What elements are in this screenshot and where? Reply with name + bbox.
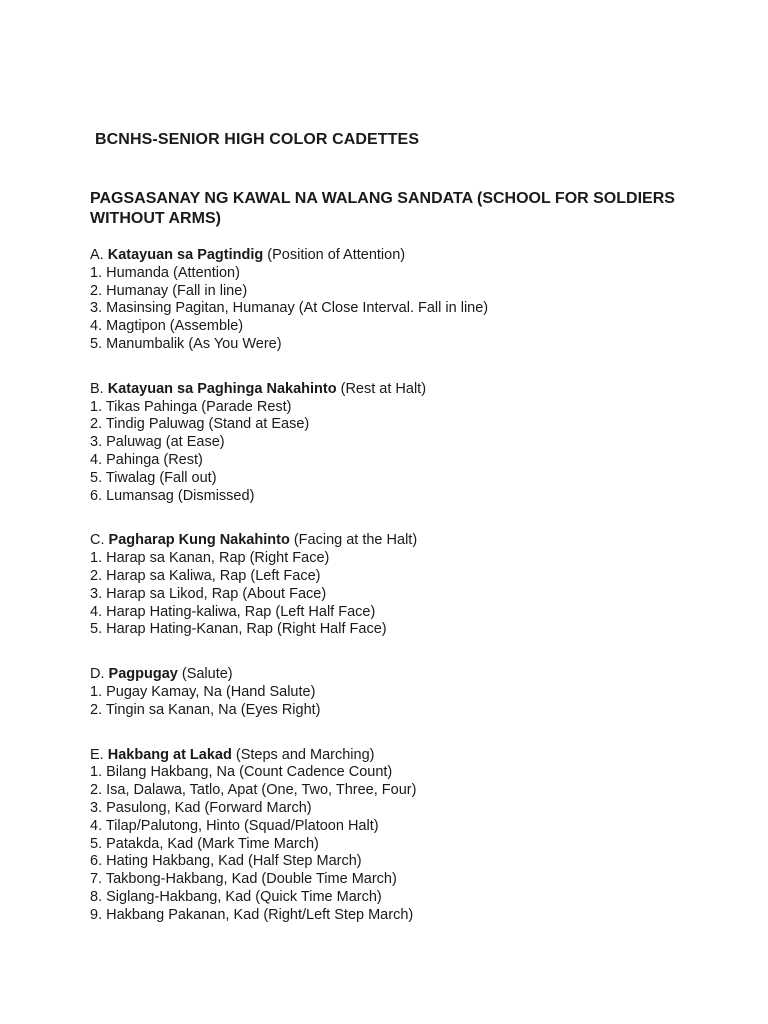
command-list [90,265,730,354]
list-item: 2. Humanay (Fall in line) [90,282,248,299]
section-letter: A. [90,247,104,263]
list-item: 9. Hakbang Pakanan, Kad (Right/Left Step March) [90,906,414,923]
section-heading [90,381,730,399]
list-item: 5. Harap Hating-Kanan, Rap (Right Half Face) [90,621,387,638]
section-heading [90,747,730,765]
section-subtitle: (Position of Attention) [267,247,406,263]
list-item: 5. Tiwalag (Fall out) [90,469,217,486]
list-item: 6. Lumansag (Dismissed) [90,487,255,504]
section-subtitle: (Salute) [181,666,233,683]
section-subtitle: (Facing at the Halt) [293,532,418,549]
section-letter: B. [90,380,104,397]
section-title: Pagpugay [108,666,178,683]
section-letter: D. [90,666,105,683]
list-item: 3. Paluwag (at Ease) [90,434,225,451]
section-d [90,666,730,719]
list-item: 7. Takbong-Hakbang, Kad (Double Time March) [90,871,397,888]
section-e [90,747,730,925]
section-title: Pagharap Kung Nakahinto [108,532,290,549]
section-b [90,381,730,506]
list-item: 3. Pasulong, Kad (Forward March) [90,799,312,816]
section-title: Katayuan sa Paghinga Nakahinto [107,380,337,397]
list-item: 1. Pugay Kamay, Na (Hand Salute) [90,683,316,700]
document-title: PAGSASANAY NG KAWAL NA WALANG SANDATA (SCHOOL FOR SOLDIERS WITHOUT ARMS) [90,190,675,227]
list-item: 1. Harap sa Kanan, Rap (Right Face) [90,550,330,567]
list-item: 4. Magtipon (Assemble) [90,318,244,335]
list-item: 1. Humanda (Attention) [90,264,240,281]
list-item: 2. Tindig Paluwag (Stand at Ease) [90,416,310,433]
school-title: BCNHS-SENIOR HIGH COLOR CADETTES [95,131,420,148]
section-heading [90,666,730,684]
list-item: 1. Bilang Hakbang, Na (Count Cadence Count) [90,764,393,781]
section-heading [90,532,730,550]
command-list [90,764,730,924]
section-title: Katayuan sa Pagtindig [107,247,264,263]
list-item: 2. Harap sa Kaliwa, Rap (Left Face) [90,567,321,584]
section-letter: E. [90,746,104,763]
list-item: 4. Harap Hating-kaliwa, Rap (Left Half Face) [90,603,376,620]
list-item: 3. Harap sa Likod, Rap (About Face) [90,585,327,602]
sections-container [90,247,730,952]
section-subtitle: (Rest at Halt) [340,380,427,397]
list-item: 8. Siglang-Hakbang, Kad (Quick Time March) [90,888,382,905]
list-item: 2. Tingin sa Kanan, Na (Eyes Right) [90,701,321,718]
list-item: 5. Patakda, Kad (Mark Time March) [90,835,319,852]
command-list [90,684,730,720]
section-subtitle: (Steps and Marching) [235,746,375,763]
list-item: 6. Hating Hakbang, Kad (Half Step March) [90,853,362,870]
list-item: 4. Pahinga (Rest) [90,451,203,468]
list-item: 5. Manumbalik (As You Were) [90,335,282,352]
list-item: 1. Tikas Pahinga (Parade Rest) [90,398,292,415]
command-list [90,399,730,506]
section-a [90,247,730,354]
list-item: 3. Masinsing Pagitan, Humanay (At Close Interval. Fall in line) [90,300,489,317]
command-list [90,550,730,639]
list-item: 4. Tilap/Palutong, Hinto (Squad/Platoon Halt) [90,817,379,834]
list-item: 2. Isa, Dalawa, Tatlo, Apat (One, Two, Three, Four) [90,782,417,799]
section-c [90,532,730,639]
section-letter: C. [90,532,105,549]
section-heading [90,247,730,265]
section-title: Hakbang at Lakad [107,746,232,763]
